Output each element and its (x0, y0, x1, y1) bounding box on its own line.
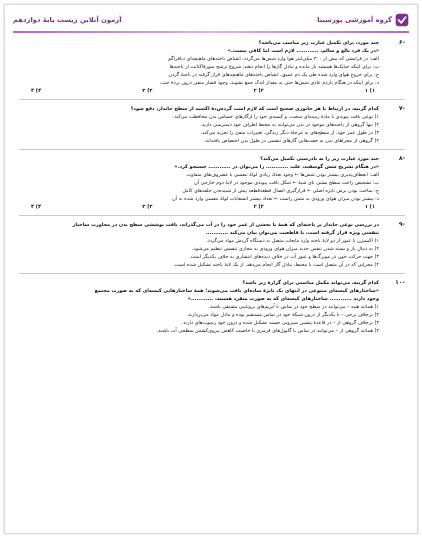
answer-option[interactable]: ۲) ۲ (253, 204, 264, 210)
question-10 (19, 279, 405, 335)
question-line: ب: تشخیص راحت سطح پشتی نای شیهٔ ← شکل بافت پیوندی موجود در لایهٔ دوم خارجی آن (194, 180, 379, 186)
exam-title: آزمون آنلاین زیست پایهٔ دوازدهم (13, 16, 122, 24)
brand-name: گروه آموزشی پورسینا (317, 16, 392, 24)
question-line: ۱) نوعی بافت پیوندی با مادهٔ زمینه‌ای سخت، و کیسه‌ی خود را ازگازهای حساس بدن محافظت می‌کند. (172, 114, 379, 120)
question-number: -۸ (398, 155, 405, 162)
question-line: ۳) جهت حرکت خون در مویرگ‌ها و عبور آب در خلاف دیده‌های انتشاری به‌ خلاف یکدیگر است. (189, 254, 379, 260)
question-line: د: برای اینکه در هنگام بازدم عادی شش‌ها حتی به مقدار اندک جمع نشوند، وجود فشار منفی درون پردهٔ جنب (160, 80, 379, 86)
question-line: ج: برای خروج هوای وارد شده طی یک دم عمیق، انقباض یاخته‌های ماهیچه‌های قرار گرفته در ناحیهٔ گردن (168, 72, 379, 78)
document-page (4, 4, 418, 534)
question-7 (19, 105, 405, 145)
answer-option[interactable]: ۴) ۴ (31, 204, 42, 210)
question-number: -۷ (398, 105, 405, 112)
question-line: ۱) اکسیژن با عبور از دو لایهٔ یاخته وارد مایعات متصل به دستگاه گردش مواد می‌گردد. (205, 238, 379, 244)
question-divider (19, 149, 405, 150)
question-line: ۲) تنها گروهی از یاخته‌های موجود در بدن می‌توانند به محیط اطراف خود دسترسی دارند. (200, 122, 379, 128)
question-stem: در بررسی نوعی جاندار پر یاخته‌ای که همهٔ یا بخشی از عمر خود را در آب می‌گذراند، بافت پوششی سطح بدن در مجاورت ساختار (72, 222, 379, 228)
question-8 (19, 155, 405, 211)
answer-options (19, 203, 379, 211)
question-line: ب: برای اینکه حبابک‌ها همیشه باز مانده و تبادل گازها را انجام دهند، شروع ترشح سورفاکتانت از یاخته‌ها (169, 64, 379, 70)
page-header (13, 11, 409, 29)
question-line: تنفسی ویژه قرار گرفته است، با قاطعیت می‌توان بیان می‌کند ............ (205, 230, 379, 236)
question-stem: چند مورد عبارت زیر را به نادرستی تکمیل می‌کند؟ (260, 156, 379, 162)
question-line: الف: در فرانشی که بیش از ۳۰۰ میلی‌لیتر هوا وارد شش‌ها می‌گردد، انقباض یاخته‌های ماهیچه‌ای دیافراگم (167, 56, 379, 62)
question-line: الف: انعطاف‌پذیری بیشتر بودن شش‌ها ← وجود تعداد زیادی لولهٔ تنفسی با غضروف‌های متفاوت (186, 172, 379, 178)
answer-option[interactable]: ۲) ۲ (253, 88, 264, 94)
question-6 (19, 39, 405, 95)
question-number: -۱۰ (395, 279, 405, 286)
question-line: ۲) به دنبال باز و بسته شدن تنفس جدید میزان هوای ورودی به مجاری تنفسی تنظیم می‌شود. (191, 246, 379, 252)
question-line: «ساختارهای کیسه‌ای متنوعی در انتهای یک نایژهٔ ساده‌ای بافت می‌شوند؛ همهٔ ساختارهایی کیسه‌ای که به صورت مجتمع (94, 288, 379, 294)
check-badge-icon (395, 13, 409, 27)
question-divider (19, 99, 405, 100)
question-line: ۴) مجرایی که در آن متصل است با محیط، تبادل گاز انجام می‌دهد، از یک لایهٔ یاخته تشکیل شده است. (173, 262, 379, 268)
header-divider (13, 31, 409, 33)
question-line: ۱) همانند همه – می‌توانند در سطح خود در تماس با آنزیم‌های پروتئینی مشتقی باشند. (208, 304, 379, 310)
question-divider (19, 273, 405, 274)
answer-option[interactable]: ۳) ۳ (142, 88, 153, 94)
question-line: وجود دارند ............ ساختارهای کیسه‌ای که به صورت منفرد هستند، ............» (187, 296, 379, 302)
question-9 (19, 221, 405, 269)
question-line: ۴) همانند گروهی از – می‌توانند در تماس با گلبول‌های قرمزی با خاصیت کاهش نیروی‌کشش سطحی آب باشند. (156, 328, 379, 334)
question-stem: کدام گزینه، می‌تواند مکمل مناسبی برای گزارهٔ زیر باشد؟ (242, 280, 379, 286)
question-line: ج: ساخت بودن برش نایژه اصلی ← قرارگیری اتصال قطعه‌قطعه پیش از شنیده‌دن حلقه‌های کامل (182, 188, 379, 194)
answer-option[interactable]: ۴) ۴ (31, 88, 42, 94)
answer-option[interactable]: ۱) ۱ (364, 204, 375, 210)
answer-option[interactable]: ۳) ۳ (142, 204, 153, 210)
question-line: «در هنگام تشریح شش گوسفند، علت ............ را می‌توان در ............ جستجو کرد.» (174, 164, 379, 170)
question-line: ۳) برخلاف گروهی از – در قاعدهٔ پیشین سیرونی حسته تشکیل شده و درون خود رسوب‌های دارند. (181, 320, 379, 326)
question-number: -۶ (398, 39, 405, 46)
question-stem: چند مورد، برای تکمیل عبارت زیر مناسب می‌باشد؟ (258, 40, 379, 46)
question-list (19, 39, 405, 339)
answer-option[interactable]: ۱) ۱ (364, 88, 375, 94)
question-line: د: بیشتر بودن میزان هوای ورودی به شش راست ← تعداد بیشتر انشعابات لولهٔ تنفسی وارد شده به آن (172, 196, 379, 202)
question-line: «در یک فرد بالغ و سالم، ............ لازم است اما کافی نیست.» (227, 48, 379, 54)
question-divider (19, 215, 405, 216)
brand (317, 13, 409, 27)
answer-options (19, 87, 379, 95)
question-line: ۳) در طول عمر خود، از سطح‌های به مرحلهٔ دیگر زندگی، تغییرات منفی را تجربه می‌کند. (200, 130, 379, 136)
question-line: ۲) برخلاف برخی – با یکدیگر از درون شبکهٔ خود در تماس مستقیم بوده و تبادل مواد می‌پردازند. (186, 312, 379, 318)
question-number: -۹ (398, 221, 405, 228)
question-line: ۴) گروهی از مجراهای بدن به جفت‌هایی گازهای تنفسی در طول بدن اختصاص یافته‌اند. (203, 138, 379, 144)
question-stem: کدام گزینه، در ارتباط با هر جانوری صحیح است که لازم است گردش‌دهٔ اکسید از سطح جاندار، دفع شود؟ (130, 106, 379, 112)
